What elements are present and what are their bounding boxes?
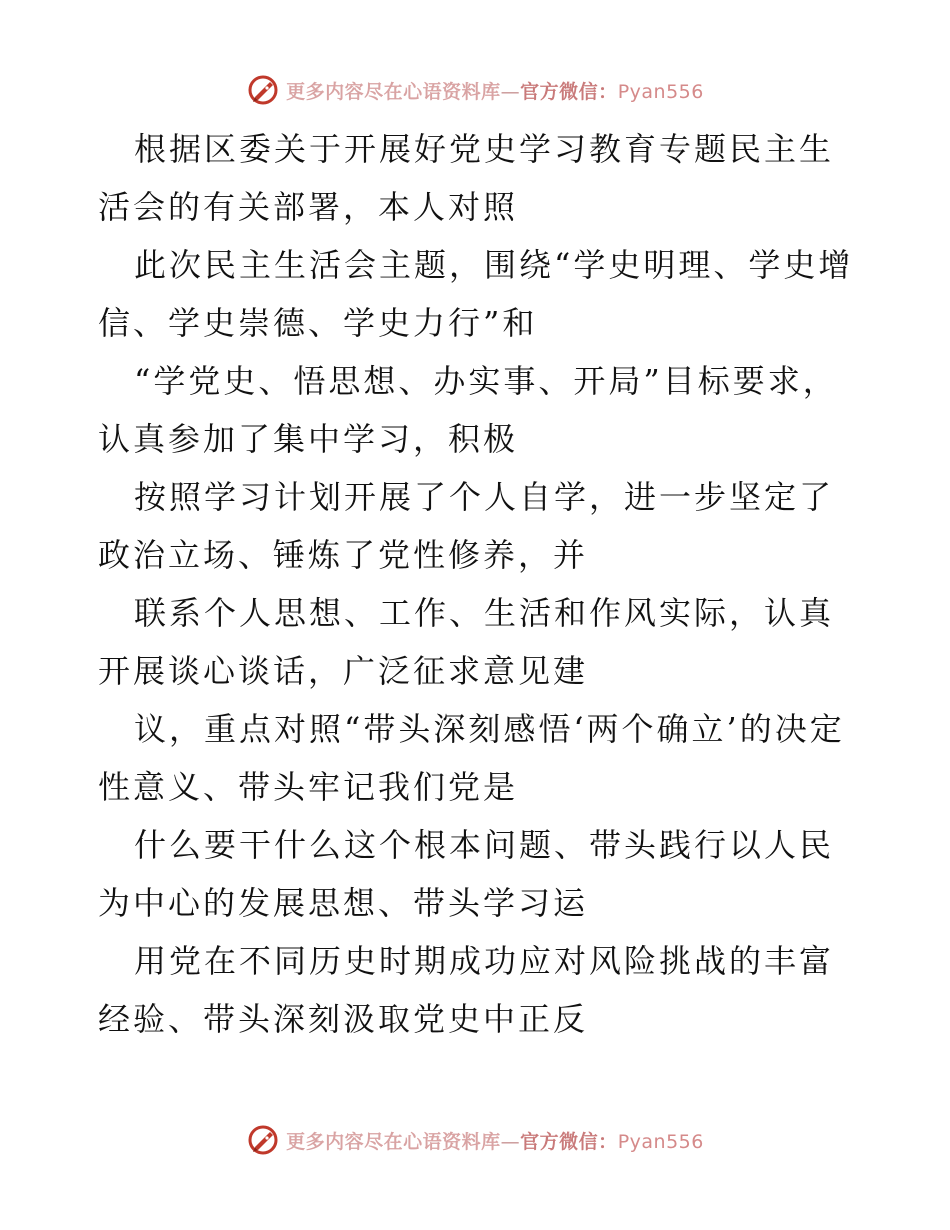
paragraph-3-line-2: 认真参加了集中学习，积极 xyxy=(98,420,519,458)
header-separator: — xyxy=(500,80,521,103)
paragraph-8-line-2: 验、带头深刻汲取党史中正反 xyxy=(133,1000,589,1038)
header-banner-text xyxy=(286,77,704,104)
header-site-text: 更多内容尽在心语资料库 xyxy=(286,80,501,103)
paragraph-5-line-1: 联系个人思想、工作、生活和作风实际，认真开 xyxy=(98,594,835,690)
paragraph-1-line-2: 会的有关部署，本人对照 xyxy=(133,188,519,226)
pen-logo-icon xyxy=(246,73,280,107)
paragraph-7-line-2: 中心的发展思想、带头学习运 xyxy=(133,884,589,922)
paragraph-3 xyxy=(98,352,858,468)
paragraph-6-line-1: 议，重点对照“带头深刻感悟‘两个确立’的决 xyxy=(134,710,810,748)
paragraph-8-line-1: 用党在不同历史时期成功应对风险挑战的丰富经 xyxy=(98,942,835,1038)
paragraph-2 xyxy=(98,236,858,352)
footer-watermark-banner xyxy=(0,1120,950,1160)
paragraph-7 xyxy=(98,816,858,932)
footer-site-text: 更多内容尽在心语资料库 xyxy=(286,1130,501,1153)
paragraph-4-line-2: 治立场、锤炼了党性修养，并 xyxy=(133,536,589,574)
footer-wechat-id: Pyan556 xyxy=(617,1130,704,1153)
footer-separator: — xyxy=(500,1130,521,1153)
footer-wechat-label: 官方微信： xyxy=(520,1130,618,1153)
header-wechat-label: 官方微信： xyxy=(520,80,618,103)
pen-logo-icon xyxy=(246,1123,280,1157)
paragraph-6-line-2: 定性意义、带头牢记我们党是 xyxy=(98,710,845,806)
paragraph-1 xyxy=(98,120,858,236)
header-wechat-id: Pyan556 xyxy=(617,80,704,103)
paragraph-4-line-1: 按照学习计划开展了个人自学，进一步坚定了政 xyxy=(98,478,835,574)
paragraph-4 xyxy=(98,468,858,584)
paragraph-7-line-1: 什么要干什么这个根本问题、带头践行以人民为 xyxy=(98,826,835,922)
paragraph-2-line-2: 信、学史崇德、学史力行”和 xyxy=(98,304,538,342)
document-body xyxy=(98,120,858,1048)
footer-banner-text xyxy=(286,1127,704,1154)
paragraph-6 xyxy=(98,700,858,816)
paragraph-3-line-1: “学党史、悟思想、办实事、开局”目标要求， xyxy=(134,362,838,400)
paragraph-5-line-2: 展谈心谈话，广泛征求意见建 xyxy=(133,652,589,690)
header-watermark-banner xyxy=(0,70,950,110)
paragraph-2-line-1: 此次民主生活会主题，围绕“学史明理、学史增 xyxy=(134,246,854,284)
paragraph-8 xyxy=(98,932,858,1048)
paragraph-5 xyxy=(98,584,858,700)
paragraph-1-line-1: 根据区委关于开展好党史学习教育专题民主生活 xyxy=(98,130,835,226)
